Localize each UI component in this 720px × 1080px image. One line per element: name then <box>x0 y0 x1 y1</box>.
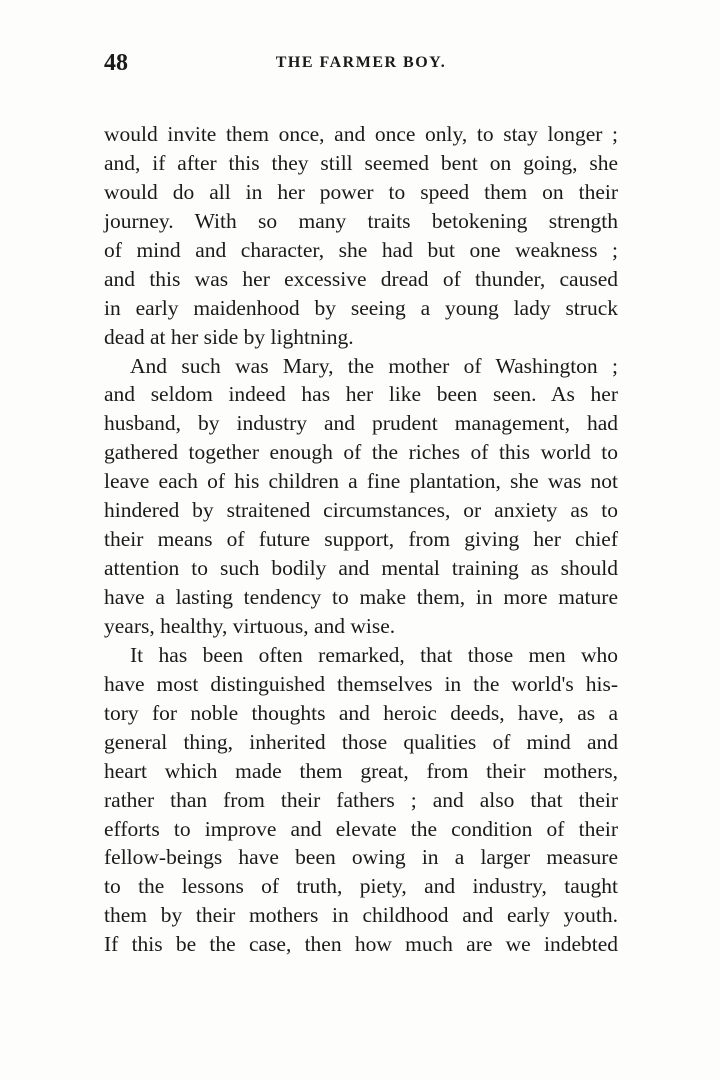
text-line: general thing, inherited those qualities of mind and <box>104 729 618 754</box>
page-number: 48 <box>104 50 128 76</box>
running-title: THE FARMER BOY. <box>275 54 447 71</box>
text-line: fellow-beings have been owing in a larger measure <box>104 845 618 870</box>
text-line: of mind and character, she had but one weakness ; <box>104 237 618 262</box>
text-line: have a lasting tendency to make them, in more mature <box>104 585 618 609</box>
text-line: husband, by industry and prudent management, had <box>104 411 618 436</box>
text-line: and, if after this they still seemed bent on going, she <box>104 150 618 175</box>
text-line: heart which made them great, from their mothers, <box>104 758 618 783</box>
text-line: and this was her excessive dread of thunder, caused <box>104 266 618 291</box>
text-line: them by their mothers in childhood and early youth. <box>104 903 618 928</box>
page-header <box>104 50 618 80</box>
text-line: dead at her side by lightning. <box>104 324 354 349</box>
text-line: And such was Mary, the mother of Washington ; <box>130 353 618 378</box>
text-line: efforts to improve and elevate the condition of their <box>104 816 618 841</box>
text-line: If this be the case, then how much are we indebted <box>104 932 618 957</box>
text-line: It has been often remarked, that those men who <box>130 642 618 667</box>
text-line: rather than from their fathers ; and also that their <box>104 787 618 812</box>
text-line: journey. With so many traits betokening strength <box>104 208 618 233</box>
text-line: their means of future support, from giving her chief <box>104 527 618 552</box>
text-line: have most distinguished themselves in the world's his- <box>104 671 618 696</box>
text-line: leave each of his children a fine plantation, she was not <box>104 469 618 494</box>
page-body-text <box>104 120 618 959</box>
text-line: and seldom indeed has her like been seen. As her <box>104 382 618 407</box>
text-line: would do all in her power to speed them on their <box>104 179 618 204</box>
text-line: in early maidenhood by seeing a young lady struck <box>104 295 618 320</box>
text-line: hindered by straitened circumstances, or anxiety as to <box>104 498 618 523</box>
text-line: would invite them once, and once only, to stay longer ; <box>104 122 618 146</box>
text-line: gathered together enough of the riches of this world to <box>104 440 618 465</box>
text-line: to the lessons of truth, piety, and industry, taught <box>104 874 618 899</box>
text-line: years, healthy, virtuous, and wise. <box>104 613 396 638</box>
text-line: tory for noble thoughts and heroic deeds, have, as a <box>104 700 618 725</box>
text-line: attention to such bodily and mental training as should <box>104 556 618 581</box>
